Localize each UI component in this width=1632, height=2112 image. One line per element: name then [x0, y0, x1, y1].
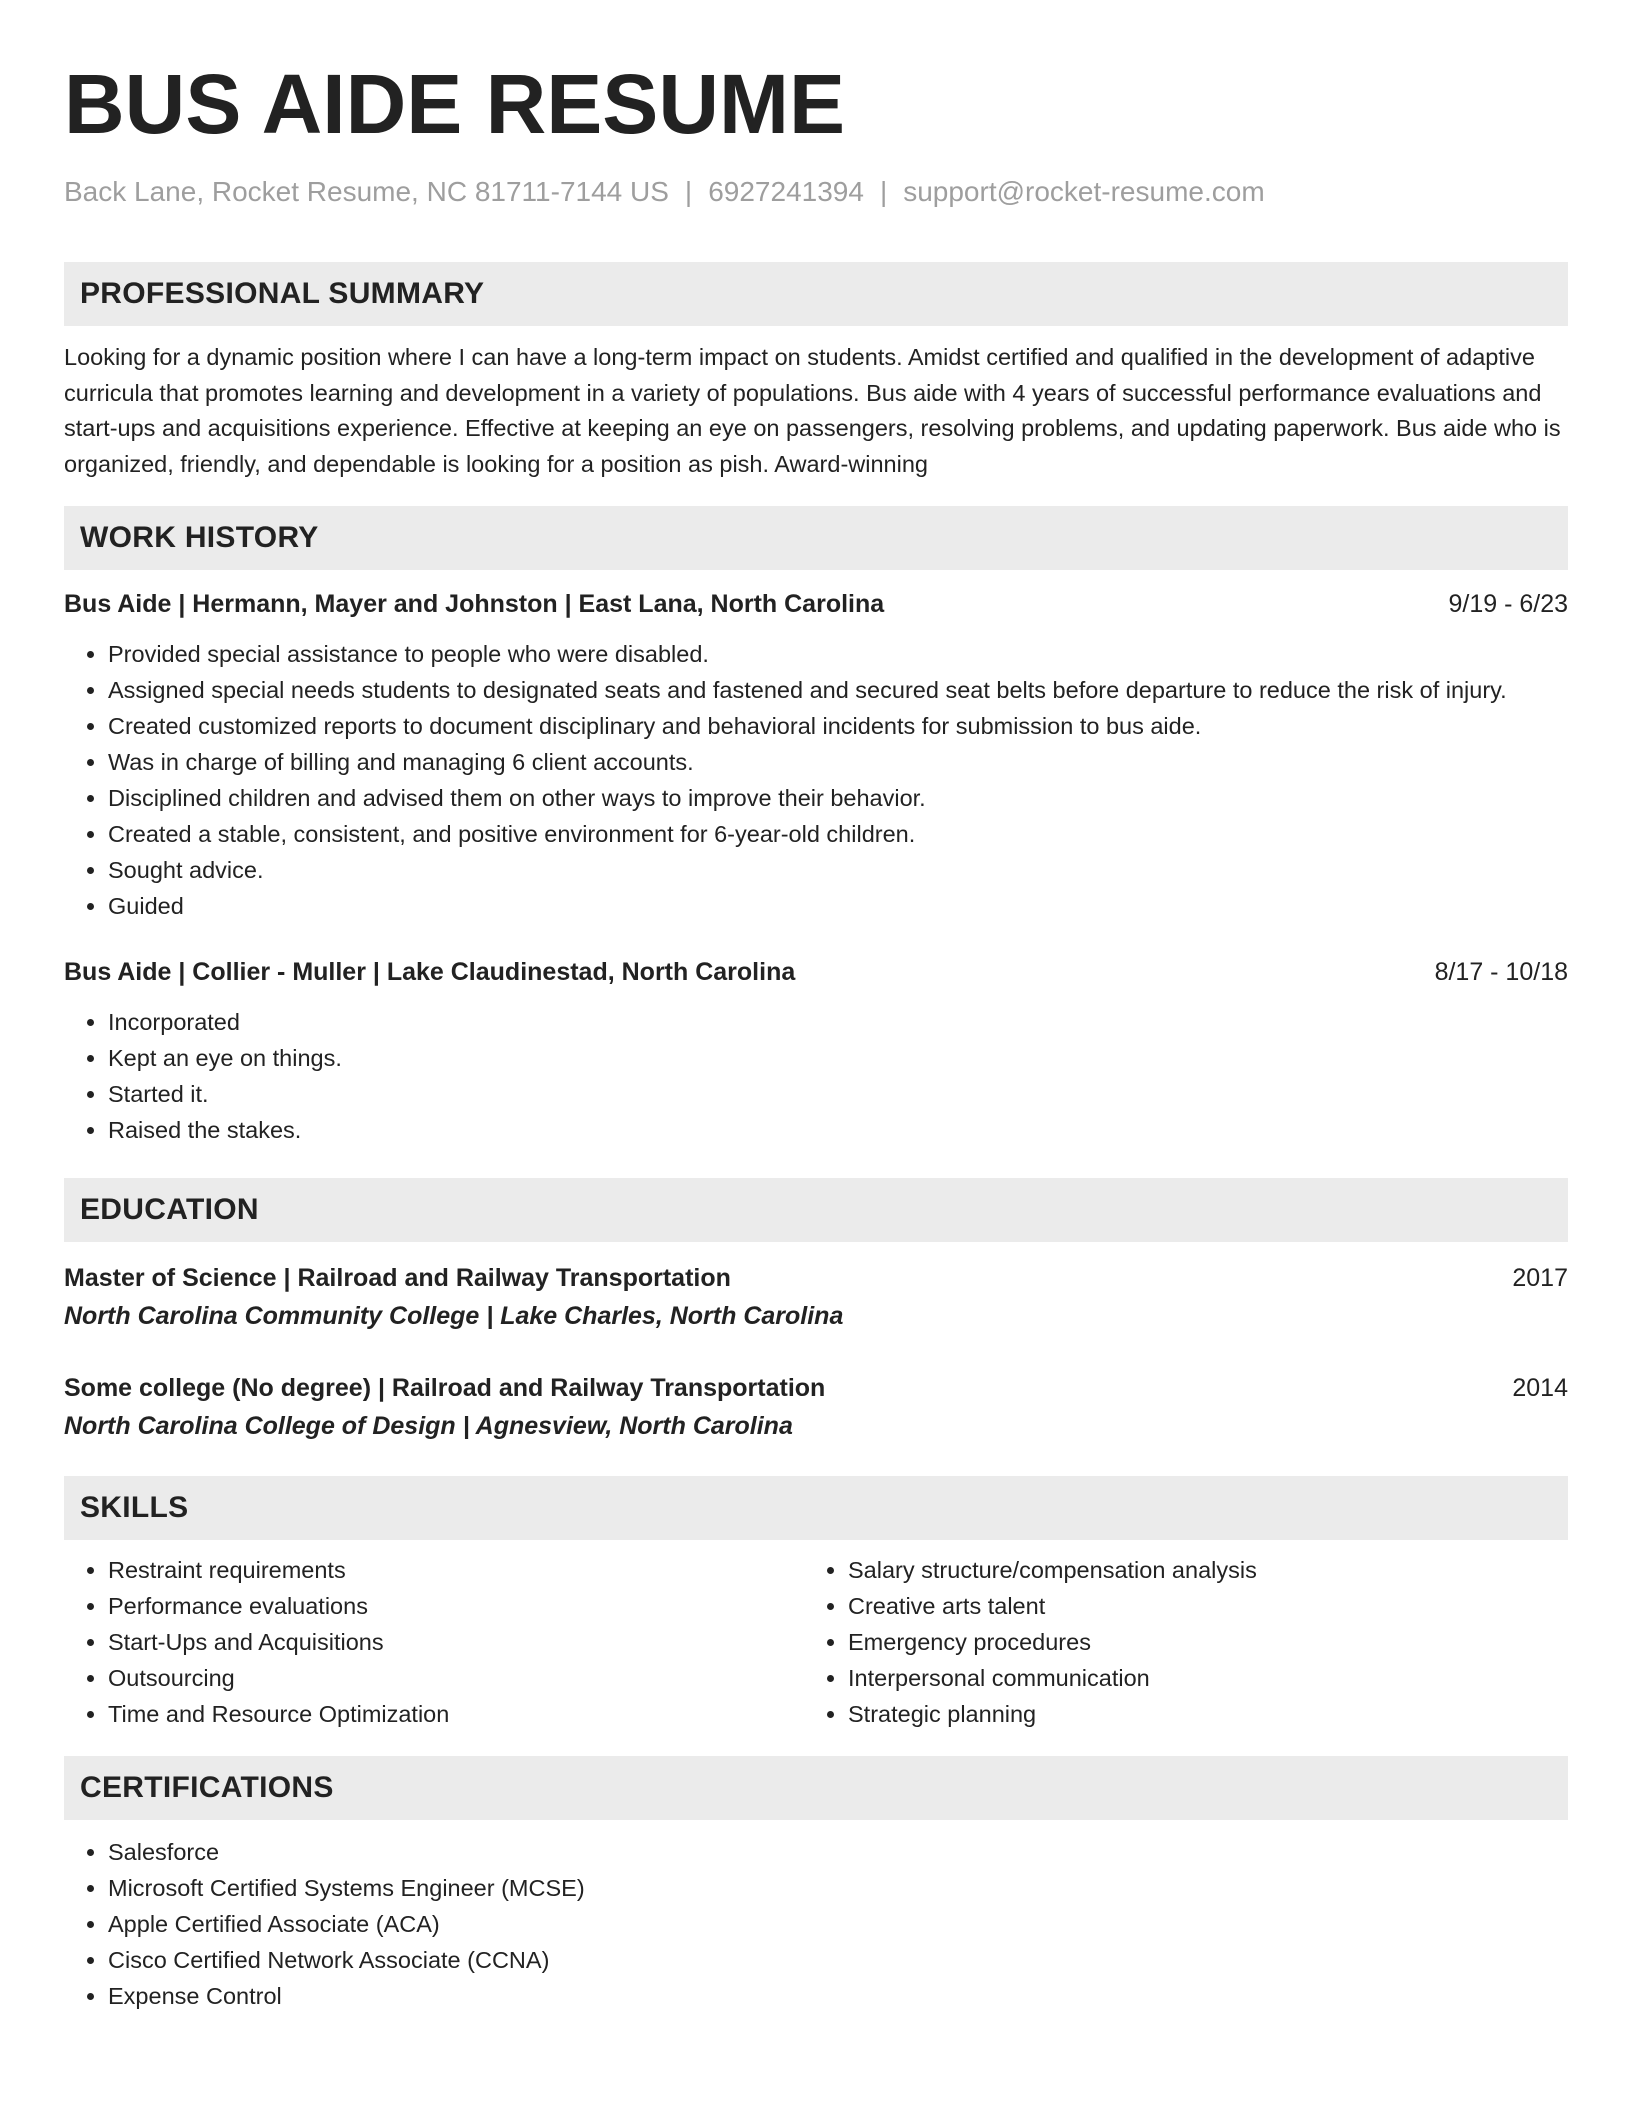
- job-heading-row: [64, 586, 1568, 622]
- job-bullet: • Created a stable, consistent, and positive environment for 6-year-old children.: [108, 816, 1568, 852]
- contact-address: Back Lane, Rocket Resume, NC 81711-7144 US: [64, 176, 669, 207]
- skills-grid: [64, 1552, 1568, 1732]
- resume-title: BUS AIDE RESUME: [64, 57, 845, 151]
- education-heading-row: [64, 1260, 1568, 1296]
- summary-text: Looking for a dynamic position where I can have a long-term impact on students. Amidst certified and qualified in the development of adaptive curricula that promotes learning and development in a variety of populations. Bus aide with 4 years of successful performance evaluations and start-ups and acquisitions experience. Effective at keeping an eye on passengers, resolving problems, and updating paperwork. Bus aide who is organized, friendly, and dependable is looking for a position as pish. Award-winning: [64, 344, 1561, 477]
- section-header-professional-summary: PROFESSIONAL SUMMARY: [64, 262, 1568, 326]
- job-bullet: • Created customized reports to document disciplinary and behavioral incidents for submission to bus aide.: [108, 708, 1568, 744]
- section-header-work-history: WORK HISTORY: [64, 506, 1568, 570]
- job-heading-row: [64, 954, 1568, 990]
- contact-separator: |: [684, 176, 693, 207]
- certification-item: • Expense Control: [108, 1978, 1568, 2014]
- job-bullet: • Provided special assistance to people who were disabled.: [108, 636, 1568, 672]
- education-school: North Carolina Community College | Lake Charles, North Carolina: [64, 1302, 844, 1330]
- skill-item: • Creative arts talent: [848, 1588, 1544, 1624]
- skills-column-left: [64, 1552, 804, 1732]
- section-header-skills: SKILLS: [64, 1476, 1568, 1540]
- education-heading-row: [64, 1370, 1568, 1406]
- job-bullet: • Kept an eye on things.: [108, 1040, 1568, 1076]
- certification-item: • Microsoft Certified Systems Engineer (MCSE): [108, 1870, 1568, 1906]
- certification-item: • Salesforce: [108, 1834, 1568, 1870]
- skill-item: • Outsourcing: [108, 1660, 804, 1696]
- job-bullet: • Started it.: [108, 1076, 1568, 1112]
- job-bullets: [64, 636, 1568, 924]
- education-degree: Master of Science | Railroad and Railway Transportation: [64, 1264, 731, 1292]
- job-bullet: • Disciplined children and advised them on other ways to improve their behavior.: [108, 780, 1568, 816]
- skills-list: [804, 1552, 1544, 1732]
- contact-separator: |: [879, 176, 888, 207]
- job-entry: [64, 954, 1568, 1148]
- certification-item: • Apple Certified Associate (ACA): [108, 1906, 1568, 1942]
- job-title: Bus Aide | Collier - Muller | Lake Claudinestad, North Carolina: [64, 958, 796, 986]
- education-school: North Carolina College of Design | Agnesview, North Carolina: [64, 1412, 793, 1440]
- certification-item: • Cisco Certified Network Associate (CCNA): [108, 1942, 1568, 1978]
- job-bullet: • Raised the stakes.: [108, 1112, 1568, 1148]
- education-year: 2014: [1512, 1374, 1568, 1402]
- job-entry: [64, 586, 1568, 924]
- skills-column-right: [804, 1552, 1544, 1732]
- skill-item: • Time and Resource Optimization: [108, 1696, 804, 1732]
- job-bullet: • Assigned special needs students to designated seats and fastened and secured seat belts before departure to reduce the risk of injury.: [108, 672, 1568, 708]
- section-header-education: EDUCATION: [64, 1178, 1568, 1242]
- job-bullet: • Sought advice.: [108, 852, 1568, 888]
- education-entry: [64, 1370, 1568, 1446]
- contact-email: support@rocket-resume.com: [903, 176, 1265, 207]
- skill-item: • Restraint requirements: [108, 1552, 804, 1588]
- contact-phone: 6927241394: [708, 176, 864, 207]
- skill-item: • Salary structure/compensation analysis: [848, 1552, 1544, 1588]
- job-dates: 8/17 - 10/18: [1434, 958, 1568, 986]
- skill-item: • Emergency procedures: [848, 1624, 1544, 1660]
- job-title: Bus Aide | Hermann, Mayer and Johnston | East Lana, North Carolina: [64, 590, 885, 618]
- job-dates: 9/19 - 6/23: [1448, 590, 1568, 618]
- job-bullet: • Guided: [108, 888, 1568, 924]
- section-header-certifications: CERTIFICATIONS: [64, 1756, 1568, 1820]
- skill-item: • Start-Ups and Acquisitions: [108, 1624, 804, 1660]
- certifications-list: [64, 1834, 1568, 2014]
- education-year: 2017: [1512, 1264, 1568, 1292]
- skills-list: [64, 1552, 804, 1732]
- contact-line: [64, 172, 1568, 212]
- skill-item: • Interpersonal communication: [848, 1660, 1544, 1696]
- skill-item: • Performance evaluations: [108, 1588, 804, 1624]
- job-bullets: [64, 1004, 1568, 1148]
- education-degree: Some college (No degree) | Railroad and Railway Transportation: [64, 1374, 826, 1402]
- job-bullet: • Was in charge of billing and managing 6 client accounts.: [108, 744, 1568, 780]
- job-bullet: • Incorporated: [108, 1004, 1568, 1040]
- skill-item: • Strategic planning: [848, 1696, 1544, 1732]
- education-entry: [64, 1260, 1568, 1336]
